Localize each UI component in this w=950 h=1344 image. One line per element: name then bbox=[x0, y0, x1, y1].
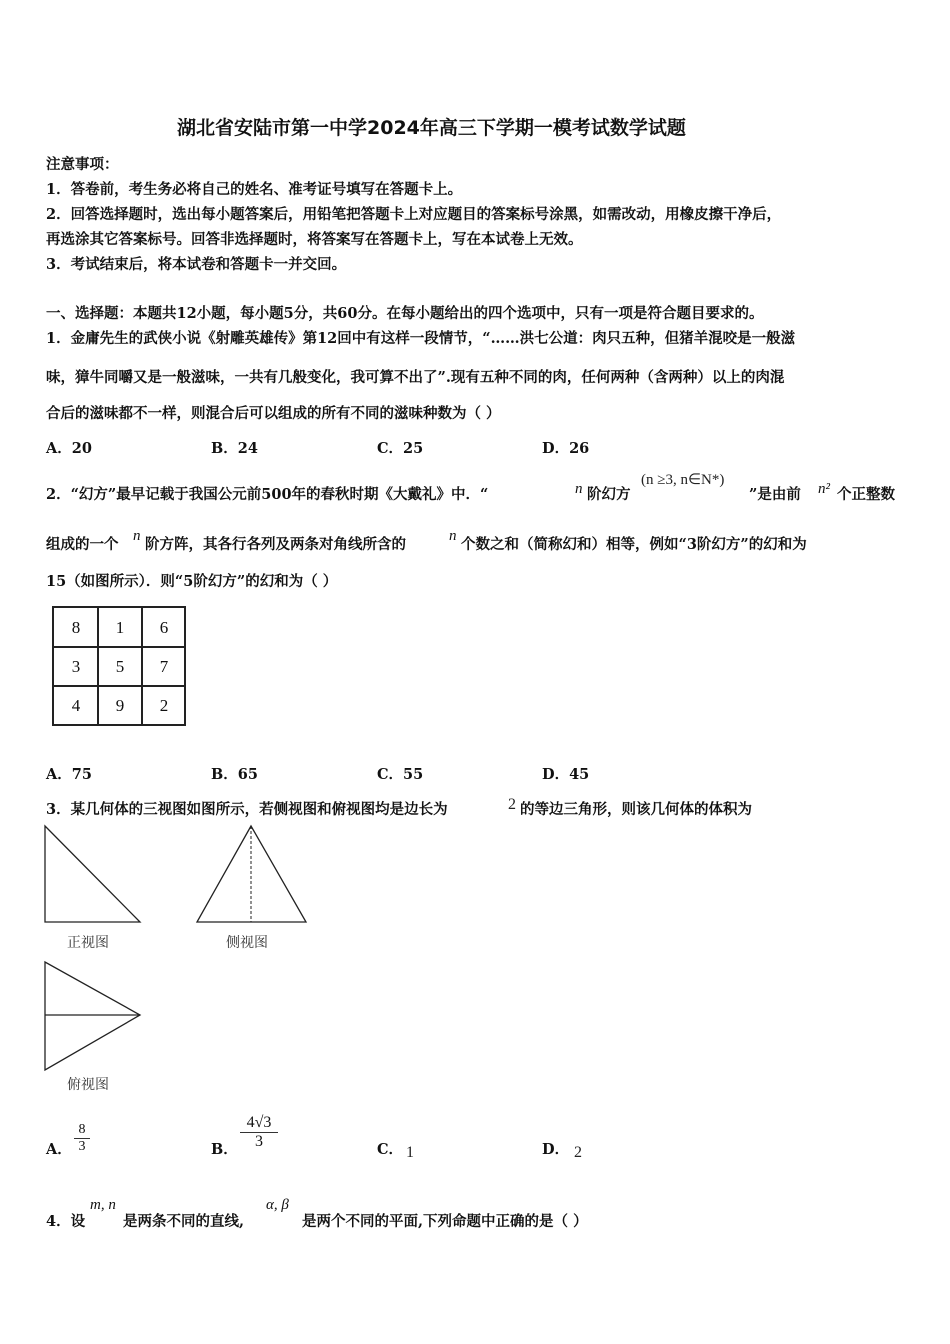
magic-cell: 5 bbox=[115, 657, 125, 676]
q1-option-b: B．24 bbox=[211, 440, 258, 457]
q4-text-b: 是两条不同的直线, bbox=[123, 1213, 245, 1230]
three-view-drawings bbox=[40, 822, 320, 1102]
magic-cell: 4 bbox=[71, 696, 81, 715]
q2-line-1a: 2．“幻方”最早记载于我国公元前500年的春秋时期《大戴礼》中．“ bbox=[46, 486, 489, 503]
notice-line-2b: 再选涂其它答案标号。回答非选择题时，将答案写在答题卡上，写在本试卷上无效。 bbox=[46, 231, 583, 248]
q1-option-a: A．20 bbox=[46, 440, 92, 457]
q3-option-d-label: D． bbox=[542, 1141, 570, 1158]
notice-line-1: 1．答卷前，考生务必将自己的姓名、准考证号填写在答题卡上。 bbox=[46, 181, 463, 198]
q2-line-1d: 个正整数 bbox=[837, 486, 895, 503]
q2-option-d: D．45 bbox=[542, 766, 590, 783]
q1-option-d: D．26 bbox=[542, 440, 590, 457]
magic-cell: 2 bbox=[159, 696, 169, 715]
q4-text-c: 是两个不同的平面,下列命题中正确的是（ ） bbox=[302, 1213, 588, 1230]
q3-option-a-fraction bbox=[74, 1122, 90, 1155]
notice-line-3: 3．考试结束后，将本试卷和答题卡一并交回。 bbox=[46, 256, 347, 273]
q3-option-a-denominator: 3 bbox=[74, 1138, 90, 1155]
q3-option-b-denominator: 3 bbox=[240, 1132, 278, 1151]
q3-side-length: 2 bbox=[508, 796, 516, 813]
magic-cell: 8 bbox=[71, 618, 81, 637]
q3-text-b: 的等边三角形，则该几何体的体积为 bbox=[520, 801, 752, 818]
q2-var-n-squared: n² bbox=[818, 481, 830, 497]
q3-option-b-numerator: 4√3 bbox=[246, 1114, 272, 1131]
q3-option-b-label: B． bbox=[211, 1141, 238, 1158]
q4-lines-vars: m, n bbox=[90, 1197, 116, 1213]
q1-line-1: 1．金庸先生的武侠小说《射雕英雄传》第12回中有这样一段情节，“……洪七公道：肉只五种，但猪羊混咬是一般滋 bbox=[46, 330, 796, 347]
q2-option-a: A．75 bbox=[46, 766, 92, 783]
front-view-triangle bbox=[45, 826, 140, 922]
q3-option-c-value: 1 bbox=[406, 1144, 414, 1161]
q3-text-a: 3．某几何体的三视图如图所示，若侧视图和俯视图均是边长为 bbox=[46, 801, 448, 818]
magic-cell: 6 bbox=[159, 618, 169, 637]
q1-option-c: C．25 bbox=[377, 440, 424, 457]
magic-cell: 1 bbox=[115, 618, 125, 637]
magic-square bbox=[52, 606, 186, 726]
q1-line-2: 味，獐牛同嚼又是一般滋味，一共有几般变化，我可算不出了”.现有五种不同的肉，任何两种（含两种）以上的肉混 bbox=[46, 369, 785, 386]
front-view-caption: 正视图 bbox=[67, 935, 109, 951]
q4-text-a: 4．设 bbox=[46, 1213, 86, 1230]
side-view-caption: 侧视图 bbox=[226, 935, 268, 951]
magic-cell: 7 bbox=[159, 657, 169, 676]
q2-option-c: C．55 bbox=[377, 766, 424, 783]
magic-cell: 9 bbox=[115, 696, 125, 715]
page-title: 湖北省安陆市第一中学2024年高三下学期一模考试数学试题 bbox=[177, 117, 686, 139]
q2-line-1b: 阶幻方 bbox=[587, 486, 631, 503]
q3-option-b-fraction bbox=[240, 1114, 278, 1151]
q1-line-3: 合后的滋味都不一样，则混合后可以组成的所有不同的滋味种数为（ ） bbox=[46, 405, 501, 422]
notice-line-2a: 2．回答选择题时，选出每小题答案后，用铅笔把答题卡上对应题目的答案标号涂黑，如需改动，用橡皮擦干净后， bbox=[46, 206, 782, 223]
q4-planes-vars: α, β bbox=[266, 1197, 289, 1213]
magic-cell: 3 bbox=[71, 657, 81, 676]
q3-option-d-value: 2 bbox=[574, 1144, 582, 1161]
top-view-caption: 俯视图 bbox=[67, 1077, 109, 1093]
q2-condition: (n ≥3, n∈N*) bbox=[641, 472, 725, 488]
q2-var-n-3: n bbox=[449, 528, 457, 544]
section-heading: 一、选择题：本题共12小题，每小题5分，共60分。在每小题给出的四个选项中，只有一项是符合题目要求的。 bbox=[46, 305, 764, 322]
q2-line-1c: ”是由前 bbox=[749, 486, 801, 503]
q3-option-c-label: C． bbox=[377, 1141, 404, 1158]
q3-option-a-label: A． bbox=[46, 1141, 72, 1158]
q2-line-3: 15（如图所示）．则“5阶幻方”的幻和为（ ） bbox=[46, 573, 338, 590]
q2-var-n-2: n bbox=[133, 528, 141, 544]
q2-line-2b: 阶方阵，其各行各列及两条对角线所含的 bbox=[145, 536, 406, 553]
q3-option-a-numerator: 8 bbox=[78, 1122, 86, 1137]
q2-line-2a: 组成的一个 bbox=[46, 536, 119, 553]
q2-option-b: B．65 bbox=[211, 766, 258, 783]
notice-heading: 注意事项： bbox=[46, 156, 119, 173]
top-view-triangle bbox=[45, 962, 140, 1070]
q2-line-2c: 个数之和（简称幻和）相等，例如“3阶幻方”的幻和为 bbox=[461, 536, 807, 553]
q2-var-n: n bbox=[575, 481, 583, 497]
